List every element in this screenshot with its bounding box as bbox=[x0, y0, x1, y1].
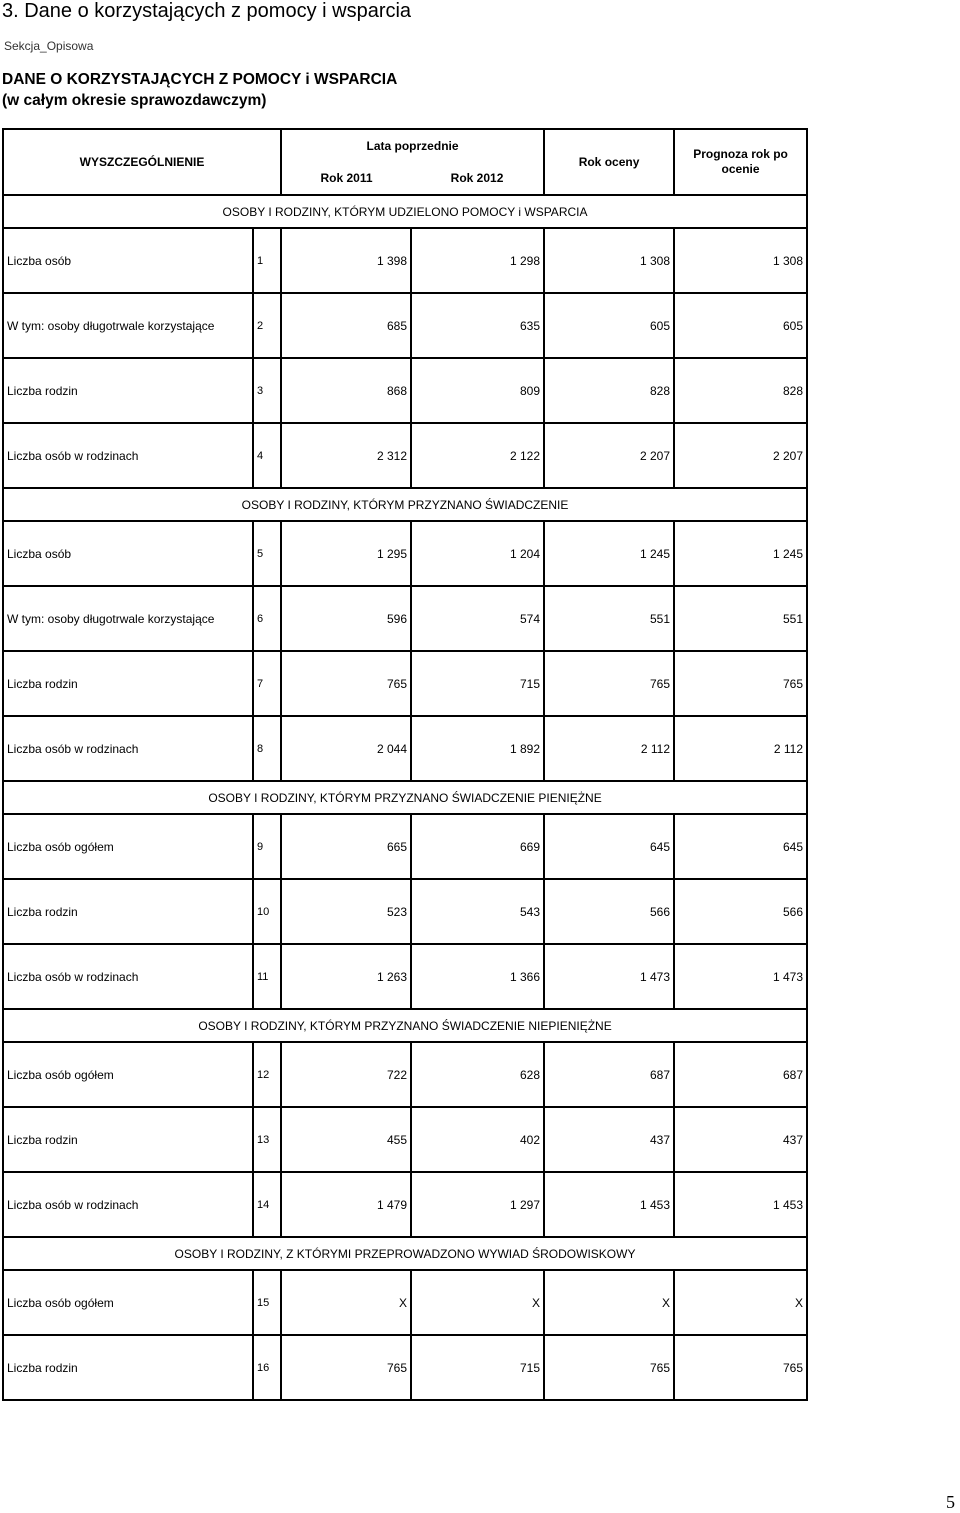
row-number: 2 bbox=[253, 293, 281, 358]
section-subtitle: Sekcja_Opisowa bbox=[4, 39, 94, 53]
value-prognoza: 437 bbox=[674, 1107, 807, 1172]
table-row bbox=[3, 814, 807, 879]
row-number: 8 bbox=[253, 716, 281, 781]
value-prognoza: 765 bbox=[674, 651, 807, 716]
table-row bbox=[3, 1270, 807, 1335]
row-label: Liczba osób bbox=[3, 228, 253, 293]
value-rok-oceny: 437 bbox=[544, 1107, 674, 1172]
table-row bbox=[3, 423, 807, 488]
value-2011: 1 295 bbox=[281, 521, 411, 586]
row-number: 9 bbox=[253, 814, 281, 879]
row-number: 10 bbox=[253, 879, 281, 944]
row-number: 6 bbox=[253, 586, 281, 651]
row-label: Liczba osób w rodzinach bbox=[3, 423, 253, 488]
header-rok-2012: Rok 2012 bbox=[411, 162, 544, 195]
row-number: 7 bbox=[253, 651, 281, 716]
value-rok-oceny: 605 bbox=[544, 293, 674, 358]
value-prognoza: 687 bbox=[674, 1042, 807, 1107]
value-2012: 635 bbox=[411, 293, 544, 358]
value-2011: 596 bbox=[281, 586, 411, 651]
value-rok-oceny: 1 473 bbox=[544, 944, 674, 1009]
value-prognoza: 1 473 bbox=[674, 944, 807, 1009]
row-label: Liczba osób ogółem bbox=[3, 1270, 253, 1335]
value-rok-oceny: X bbox=[544, 1270, 674, 1335]
value-2011: 523 bbox=[281, 879, 411, 944]
table-row bbox=[3, 228, 807, 293]
value-2011: 685 bbox=[281, 293, 411, 358]
header-rok-2011: Rok 2011 bbox=[281, 162, 411, 195]
value-prognoza: 1 245 bbox=[674, 521, 807, 586]
row-label: Liczba osób w rodzinach bbox=[3, 944, 253, 1009]
row-label: Liczba osób w rodzinach bbox=[3, 716, 253, 781]
value-prognoza: 645 bbox=[674, 814, 807, 879]
table-row bbox=[3, 651, 807, 716]
value-2011: 2 312 bbox=[281, 423, 411, 488]
header-rok-oceny: Rok oceny bbox=[544, 129, 674, 195]
value-2011: 2 044 bbox=[281, 716, 411, 781]
value-prognoza: 1 308 bbox=[674, 228, 807, 293]
value-2012: 628 bbox=[411, 1042, 544, 1107]
row-number: 11 bbox=[253, 944, 281, 1009]
value-2012: 715 bbox=[411, 651, 544, 716]
page-title: 3. Dane o korzystających z pomocy i wsparcia bbox=[2, 0, 412, 22]
value-2011: X bbox=[281, 1270, 411, 1335]
value-2011: 765 bbox=[281, 1335, 411, 1400]
value-rok-oceny: 1 308 bbox=[544, 228, 674, 293]
table-row bbox=[3, 358, 807, 423]
value-rok-oceny: 2 112 bbox=[544, 716, 674, 781]
value-2011: 1 398 bbox=[281, 228, 411, 293]
value-prognoza: 765 bbox=[674, 1335, 807, 1400]
value-prognoza: 828 bbox=[674, 358, 807, 423]
value-2012: 574 bbox=[411, 586, 544, 651]
value-2011: 765 bbox=[281, 651, 411, 716]
row-label: W tym: osoby długotrwale korzystające bbox=[3, 293, 253, 358]
table-row bbox=[3, 1107, 807, 1172]
row-label: Liczba rodzin bbox=[3, 1335, 253, 1400]
row-number: 3 bbox=[253, 358, 281, 423]
row-number: 1 bbox=[253, 228, 281, 293]
value-prognoza: 2 112 bbox=[674, 716, 807, 781]
value-2011: 665 bbox=[281, 814, 411, 879]
row-number: 16 bbox=[253, 1335, 281, 1400]
table-row bbox=[3, 716, 807, 781]
value-rok-oceny: 1 245 bbox=[544, 521, 674, 586]
header-prognoza: Prognoza rok po ocenie bbox=[674, 129, 807, 195]
table-header-row bbox=[3, 129, 807, 162]
value-prognoza: 1 453 bbox=[674, 1172, 807, 1237]
row-label: Liczba osób w rodzinach bbox=[3, 1172, 253, 1237]
table-row bbox=[3, 586, 807, 651]
value-2012: 669 bbox=[411, 814, 544, 879]
value-rok-oceny: 765 bbox=[544, 1335, 674, 1400]
row-label: Liczba rodzin bbox=[3, 651, 253, 716]
section-title: OSOBY I RODZINY, KTÓRYM PRZYZNANO ŚWIADCZENIE bbox=[3, 488, 807, 521]
section-header-row bbox=[3, 488, 807, 521]
section-title: OSOBY I RODZINY, KTÓRYM PRZYZNANO ŚWIADCZENIE NIEPIENIĘŻNE bbox=[3, 1009, 807, 1042]
value-rok-oceny: 1 453 bbox=[544, 1172, 674, 1237]
table-row bbox=[3, 521, 807, 586]
beneficiaries-table bbox=[2, 128, 808, 1401]
row-label: Liczba osób ogółem bbox=[3, 814, 253, 879]
row-number: 15 bbox=[253, 1270, 281, 1335]
table-row bbox=[3, 293, 807, 358]
value-prognoza: 551 bbox=[674, 586, 807, 651]
row-number: 4 bbox=[253, 423, 281, 488]
row-label: Liczba rodzin bbox=[3, 358, 253, 423]
value-prognoza: 2 207 bbox=[674, 423, 807, 488]
value-2012: 1 298 bbox=[411, 228, 544, 293]
value-2012: 2 122 bbox=[411, 423, 544, 488]
value-rok-oceny: 828 bbox=[544, 358, 674, 423]
value-2011: 1 263 bbox=[281, 944, 411, 1009]
header-lata-poprzednie: Lata poprzednie bbox=[281, 129, 544, 162]
value-rok-oceny: 687 bbox=[544, 1042, 674, 1107]
value-prognoza: 566 bbox=[674, 879, 807, 944]
row-number: 13 bbox=[253, 1107, 281, 1172]
value-rok-oceny: 765 bbox=[544, 651, 674, 716]
page-number: 5 bbox=[946, 1492, 955, 1512]
section-title: OSOBY I RODZINY, KTÓRYM UDZIELONO POMOCY i WSPARCIA bbox=[3, 195, 807, 228]
table-row bbox=[3, 1172, 807, 1237]
row-label: Liczba rodzin bbox=[3, 1107, 253, 1172]
section-header-row bbox=[3, 195, 807, 228]
table-row bbox=[3, 1335, 807, 1400]
section-title: OSOBY I RODZINY, Z KTÓRYMI PRZEPROWADZONO WYWIAD ŚRODOWISKOWY bbox=[3, 1237, 807, 1270]
report-heading: DANE O KORZYSTAJĄCYCH Z POMOCY i WSPARCIA bbox=[2, 71, 398, 88]
value-2011: 722 bbox=[281, 1042, 411, 1107]
header-wyszczegolnienie: WYSZCZEGÓLNIENIE bbox=[3, 129, 281, 195]
value-2012: 402 bbox=[411, 1107, 544, 1172]
section-title: OSOBY I RODZINY, KTÓRYM PRZYZNANO ŚWIADCZENIE PIENIĘŻNE bbox=[3, 781, 807, 814]
value-prognoza: 605 bbox=[674, 293, 807, 358]
section-header-row bbox=[3, 781, 807, 814]
value-rok-oceny: 551 bbox=[544, 586, 674, 651]
row-label: W tym: osoby długotrwale korzystające bbox=[3, 586, 253, 651]
row-number: 12 bbox=[253, 1042, 281, 1107]
value-rok-oceny: 566 bbox=[544, 879, 674, 944]
value-2011: 1 479 bbox=[281, 1172, 411, 1237]
section-header-row bbox=[3, 1237, 807, 1270]
value-prognoza: X bbox=[674, 1270, 807, 1335]
value-2012: 1 366 bbox=[411, 944, 544, 1009]
row-label: Liczba rodzin bbox=[3, 879, 253, 944]
value-2012: 543 bbox=[411, 879, 544, 944]
value-2011: 868 bbox=[281, 358, 411, 423]
row-label: Liczba osób bbox=[3, 521, 253, 586]
value-2012: X bbox=[411, 1270, 544, 1335]
value-2012: 1 892 bbox=[411, 716, 544, 781]
row-number: 14 bbox=[253, 1172, 281, 1237]
value-2012: 1 297 bbox=[411, 1172, 544, 1237]
table-row bbox=[3, 1042, 807, 1107]
value-rok-oceny: 645 bbox=[544, 814, 674, 879]
row-label: Liczba osób ogółem bbox=[3, 1042, 253, 1107]
value-2011: 455 bbox=[281, 1107, 411, 1172]
value-2012: 1 204 bbox=[411, 521, 544, 586]
value-2012: 715 bbox=[411, 1335, 544, 1400]
row-number: 5 bbox=[253, 521, 281, 586]
value-2012: 809 bbox=[411, 358, 544, 423]
table-row bbox=[3, 879, 807, 944]
report-period: (w całym okresie sprawozdawczym) bbox=[2, 92, 267, 109]
table-row bbox=[3, 944, 807, 1009]
section-header-row bbox=[3, 1009, 807, 1042]
value-rok-oceny: 2 207 bbox=[544, 423, 674, 488]
